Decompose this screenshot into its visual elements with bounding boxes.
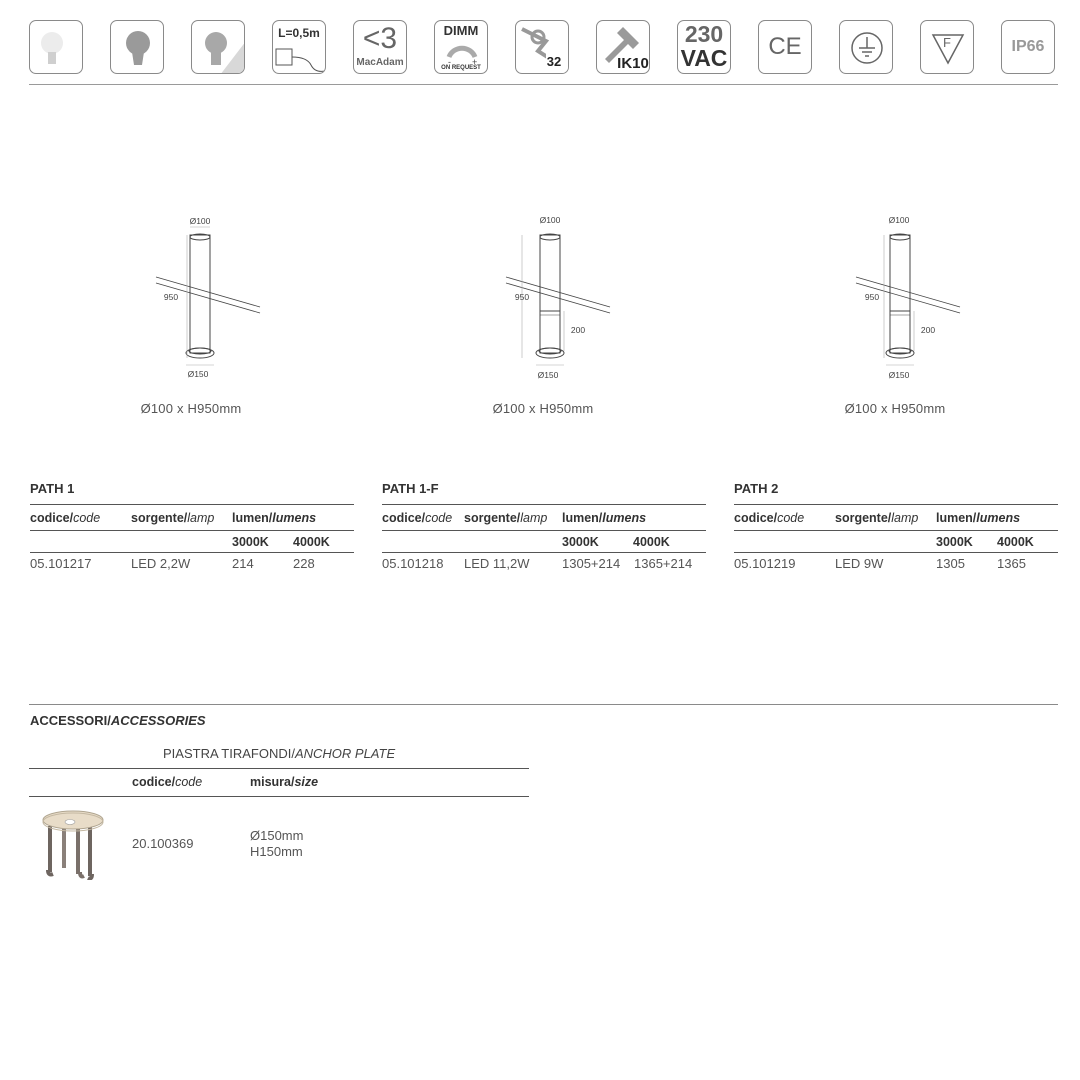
anti-slip-icon: 32 xyxy=(515,20,569,74)
table-header: codice/code sorgente/lamp lumen/lumens xyxy=(30,505,354,531)
accessory-col-code: codice/code xyxy=(132,775,203,789)
macadam-icon: <3 MacAdam xyxy=(353,20,407,74)
voltage-icon: 230 VAC xyxy=(677,20,731,74)
top-divider xyxy=(29,84,1058,85)
table-subheader: 3000K 4000K xyxy=(382,531,706,553)
drawing-height: 950 xyxy=(514,292,530,302)
ground-symbol-icon xyxy=(839,20,893,74)
product-table-path-2 xyxy=(734,480,1058,575)
ip66-icon: IP66 xyxy=(1001,20,1055,74)
table-subheader: 3000K 4000K xyxy=(30,531,354,553)
table-header: codice/code sorgente/lamp lumen/lumens xyxy=(734,505,1058,531)
product-table-path-1-f xyxy=(382,480,706,575)
bulb-light-icon xyxy=(29,20,83,74)
ik10-hammer-icon: IK10 xyxy=(596,20,650,74)
drawing-height: 950 xyxy=(864,292,880,302)
product-drawing-path-1-f xyxy=(490,205,630,390)
product-table-path-1 xyxy=(30,480,354,575)
drawing-band-height: 200 xyxy=(920,325,936,335)
drawing-top-diameter: Ø100 xyxy=(189,216,211,226)
feature-icon-row xyxy=(29,20,1059,78)
product-title: PATH 1-F xyxy=(382,481,439,496)
accessory-table-line xyxy=(29,768,529,769)
accessories-divider xyxy=(29,704,1058,705)
product-title: PATH 1 xyxy=(30,481,75,496)
table-row: 05.101218 LED 11,2W 1305+214 1365+214 xyxy=(382,556,693,571)
bulb-dark-icon xyxy=(191,20,245,74)
svg-text:-: - xyxy=(448,57,451,67)
dimm-icon: DIMM - + ON REQUEST xyxy=(434,20,488,74)
drawing-top-diameter: Ø100 xyxy=(539,215,561,225)
drawing-caption-path-2: Ø100 x H950mm xyxy=(844,401,946,416)
drawing-base-diameter: Ø150 xyxy=(187,369,209,379)
drawing-top-diameter: Ø100 xyxy=(888,215,910,225)
drawing-caption-path-1: Ø100 x H950mm xyxy=(140,401,242,416)
drawing-caption-path-1-f: Ø100 x H950mm xyxy=(492,401,594,416)
product-drawing-path-2 xyxy=(840,205,980,390)
accessories-title: ACCESSORI/ACCESSORIES xyxy=(30,713,206,728)
svg-text:+: + xyxy=(472,57,478,67)
f-mark-icon: F xyxy=(920,20,974,74)
drawing-band-height: 200 xyxy=(570,325,586,335)
ce-mark-icon: CE xyxy=(758,20,812,74)
anchor-plate-image xyxy=(40,808,110,880)
accessory-table-line xyxy=(29,796,529,797)
drawing-base-diameter: Ø150 xyxy=(888,370,910,380)
table-subheader: 3000K 4000K xyxy=(734,531,1058,553)
accessory-size-diameter: Ø150mm xyxy=(250,828,304,843)
table-header: codice/code sorgente/lamp lumen/lumens xyxy=(382,505,706,531)
product-drawing-path-1 xyxy=(140,205,280,390)
accessory-item-title: PIASTRA TIRAFONDI/ANCHOR PLATE xyxy=(163,746,396,761)
table-row: 05.101217 LED 2,2W 214 228 xyxy=(30,556,315,571)
accessory-size-height: H150mm xyxy=(250,844,303,859)
cable-length-icon: L=0,5m xyxy=(272,20,326,74)
bulb-medium-icon xyxy=(110,20,164,74)
accessory-code: 20.100369 xyxy=(132,836,194,851)
drawing-base-diameter: Ø150 xyxy=(537,370,559,380)
drawing-height: 950 xyxy=(163,292,179,302)
product-title: PATH 2 xyxy=(734,481,779,496)
table-row: 05.101219 LED 9W 1305 1365 xyxy=(734,556,1026,571)
accessory-col-size: misura/size xyxy=(250,775,319,789)
